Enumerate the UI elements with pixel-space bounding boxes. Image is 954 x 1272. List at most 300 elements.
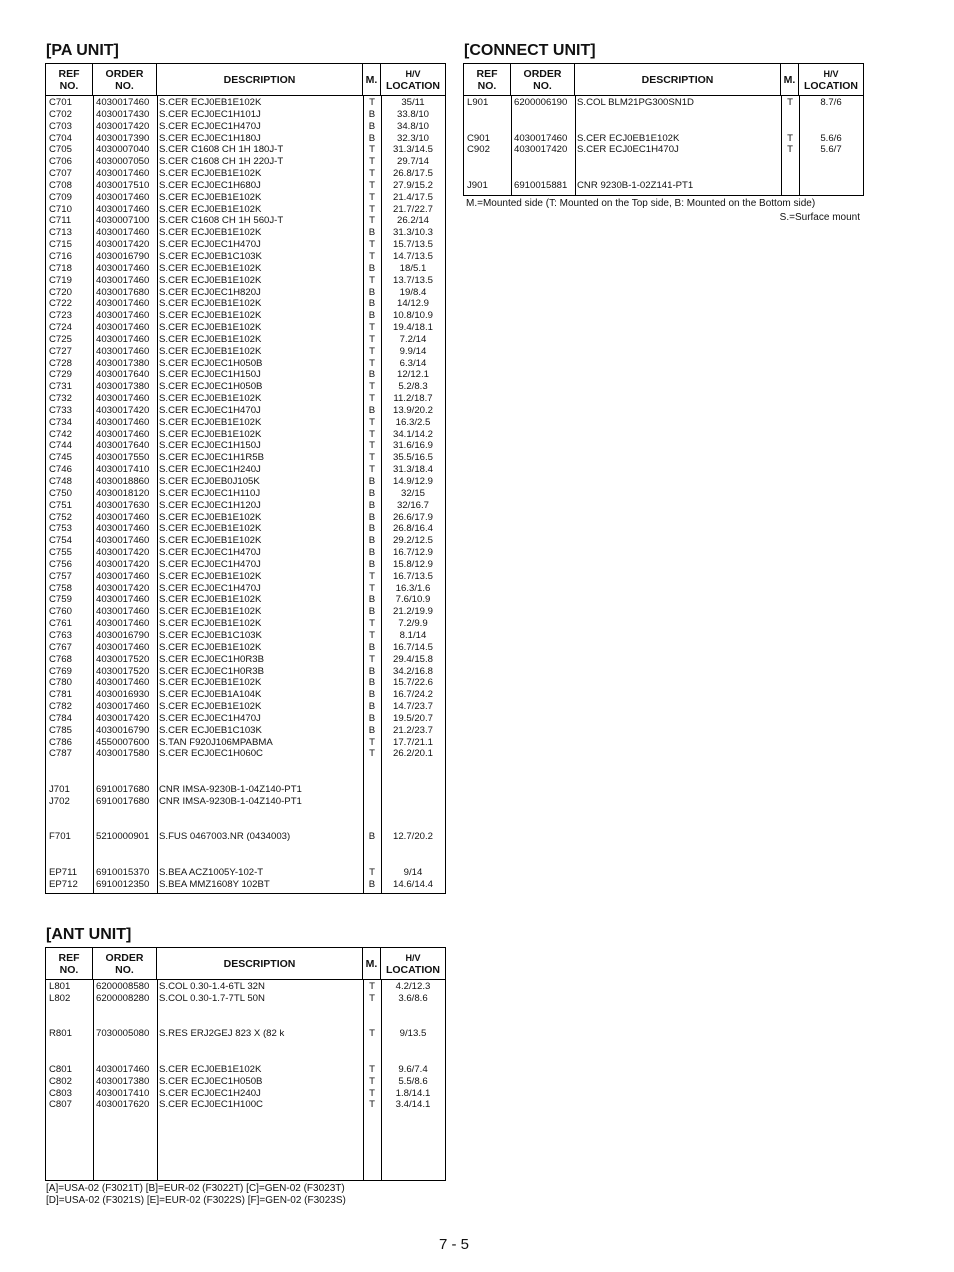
- location-cell: 1.8/14.1: [395, 1087, 431, 1099]
- mounted-side-cell: T: [369, 464, 375, 476]
- order-no-cell: 6910015370: [96, 866, 150, 878]
- mounted-side-cell: T: [787, 97, 793, 108]
- description-cell: S.CER ECJ0EB1E102K: [159, 535, 262, 547]
- table-row: [46, 381, 445, 393]
- table-row: [46, 630, 445, 642]
- description-cell: S.CER ECJ0EB1E102K: [159, 262, 262, 274]
- table-row: [46, 594, 445, 606]
- mounted-side-cell: T: [369, 250, 375, 262]
- pa-unit-table: [45, 63, 446, 894]
- order-no-cell: 6910015881: [514, 179, 568, 191]
- table-row: [46, 239, 445, 251]
- ref-no-cell: EP711: [49, 866, 78, 878]
- order-no-cell: 4030017460: [96, 274, 150, 286]
- description-cell: S.CER ECJ0EB1E102K: [159, 168, 262, 180]
- table-row: [46, 819, 445, 831]
- mounted-side-cell: [781, 109, 799, 121]
- mounted-side-cell: T: [369, 629, 375, 641]
- table-row: [46, 748, 445, 760]
- description-cell: S.CER ECJ0EB1C103K: [159, 724, 262, 736]
- description-cell: S.CER ECJ0EC1H470J: [159, 120, 261, 132]
- mounted-side-cell: [363, 855, 381, 867]
- location-cell: [381, 1052, 445, 1064]
- description-cell: S.CER ECJ0EC1H240J: [159, 1087, 261, 1099]
- location-cell: 16.3/2.5: [395, 416, 431, 428]
- ref-no-header: REF NO.: [46, 948, 93, 979]
- order-no-cell: 4030017640: [96, 369, 150, 381]
- mounted-side-cell: [363, 1005, 381, 1017]
- description-cell: S.CER ECJ0EC1H180J: [159, 132, 261, 144]
- mounted-side-cell: T: [369, 1028, 375, 1040]
- table-row: [46, 535, 445, 547]
- table-row: [46, 1099, 445, 1111]
- description-cell: S.CER ECJ0EB1E102K: [159, 97, 262, 108]
- mounted-side-cell: B: [368, 665, 376, 677]
- table-row: [46, 512, 445, 524]
- ref-no-cell: C755: [49, 547, 72, 559]
- description-cell: S.CER ECJ0EB1E102K: [159, 227, 262, 239]
- ref-no-cell: C748: [49, 476, 72, 487]
- description-cell: S.CER ECJ0EB1E102K: [159, 345, 262, 357]
- mounted-side-cell: T: [369, 452, 375, 464]
- mounted-side-cell: T: [369, 748, 375, 760]
- table-row: [46, 287, 445, 299]
- table-header: [46, 64, 445, 96]
- ref-no-cell: C718: [49, 262, 72, 274]
- mounted-side-cell: T: [369, 618, 375, 630]
- mounted-side-cell: T: [369, 345, 375, 357]
- order-no-cell: 4030017460: [96, 262, 150, 274]
- description-cell: S.CER ECJ0EB1C103K: [159, 629, 262, 641]
- order-no-cell: 4030017420: [96, 120, 150, 132]
- description-cell: S.CER ECJ0EB1E102K: [159, 322, 262, 334]
- mounted-side-cell: [781, 180, 799, 192]
- table-row: [46, 1064, 445, 1076]
- ref-no-cell: [464, 121, 511, 133]
- mounted-side-cell: B: [368, 701, 376, 713]
- table-row: [46, 405, 445, 417]
- order-no-cell: 4030017430: [96, 108, 150, 120]
- description-cell: S.CER ECJ0EB1E102K: [159, 191, 262, 203]
- description-cell: S.CER ECJ0EB1E102K: [159, 641, 262, 653]
- table-row: [46, 784, 445, 796]
- location-cell: [799, 156, 863, 168]
- ref-no-cell: [46, 760, 93, 772]
- location-header: H/V LOCATION: [385, 952, 441, 976]
- location-cell: 9/14: [403, 866, 423, 878]
- ref-no-cell: [464, 109, 511, 121]
- location-cell: 15.7/22.6: [392, 677, 433, 689]
- location-cell: 8.7/6: [820, 97, 842, 108]
- table-row: [46, 393, 445, 405]
- ref-no-cell: C731: [49, 381, 72, 393]
- ref-no-cell: C761: [49, 618, 72, 630]
- location-cell: 32/16.7: [396, 499, 429, 511]
- order-no-cell: 4030018860: [96, 476, 150, 487]
- location-cell: 32.3/10: [396, 132, 429, 144]
- order-no-cell: 4030017460: [96, 594, 150, 606]
- ref-no-cell: C729: [49, 369, 72, 381]
- mounted-side-cell: [363, 808, 381, 820]
- table-row: [46, 843, 445, 855]
- page-number: 7 - 5: [439, 1236, 470, 1253]
- ref-no-cell: C746: [49, 464, 72, 476]
- mounted-side-cell: T: [369, 144, 375, 156]
- location-cell: 16.3/1.6: [395, 582, 431, 594]
- table-row: [46, 618, 445, 630]
- mounted-side-cell: B: [368, 499, 376, 511]
- ref-no-cell: C786: [49, 736, 72, 748]
- mounted-side-cell: T: [369, 274, 375, 286]
- mounted-side-cell: B: [368, 606, 376, 618]
- ref-no-cell: C744: [49, 440, 72, 452]
- location-cell: 21.2/23.7: [392, 724, 433, 736]
- location-cell: 5.6/7: [820, 144, 842, 156]
- table-rows: [46, 981, 445, 1111]
- order-no-cell: 4030007050: [96, 156, 150, 168]
- location-cell: 18/5.1: [399, 262, 427, 274]
- ref-no-cell: C760: [49, 606, 72, 618]
- mounted-side-cell: T: [369, 570, 375, 582]
- table-row: [46, 1040, 445, 1052]
- order-no-cell: 4030017420: [96, 712, 150, 724]
- table-row: [46, 429, 445, 441]
- mounted-side-header: M.: [781, 64, 799, 95]
- mounted-side-cell: B: [368, 132, 376, 144]
- location-cell: [381, 808, 445, 820]
- order-no-cell: 4030016930: [96, 689, 150, 701]
- order-no-cell: 4030017460: [96, 333, 150, 345]
- ref-no-header: REF NO.: [46, 64, 93, 95]
- order-no-cell: 4030007100: [96, 215, 150, 227]
- order-no-cell: 4030018120: [96, 487, 150, 499]
- location-cell: 12/12.1: [396, 369, 429, 381]
- description-cell: S.CER ECJ0EB1E102K: [159, 606, 262, 618]
- ref-no-cell: J702: [49, 795, 70, 807]
- table-row: [46, 310, 445, 322]
- location-cell: 9.6/7.4: [398, 1063, 428, 1075]
- table-row: [46, 867, 445, 879]
- order-no-cell: 4030017460: [96, 168, 150, 180]
- mounted-side-cell: T: [369, 428, 375, 440]
- table-row: [46, 97, 445, 109]
- location-cell: 26.8/16.4: [392, 523, 433, 535]
- mounted-side-cell: B: [368, 724, 376, 736]
- location-header: H/V LOCATION: [385, 68, 441, 92]
- description-cell: S.CER ECJ0EC1H050B: [159, 1075, 263, 1087]
- mounted-side-cell: T: [369, 381, 375, 393]
- ref-no-cell: [46, 1005, 93, 1017]
- description-cell: [157, 1040, 363, 1052]
- order-no-header: ORDER NO.: [93, 64, 157, 95]
- description-cell: S.CER ECJ0EB1E102K: [159, 393, 262, 405]
- order-no-cell: 4030017580: [96, 748, 150, 760]
- location-cell: 6.3/14: [399, 357, 427, 369]
- mounted-side-cell: T: [369, 179, 375, 191]
- table-row: [46, 559, 445, 571]
- table-body: [46, 96, 445, 893]
- ref-no-cell: C757: [49, 570, 72, 582]
- location-cell: 15.7/13.5: [392, 239, 433, 251]
- order-no-cell: 4030017410: [96, 464, 150, 476]
- order-no-cell: 4030017460: [514, 132, 568, 144]
- table-row: [46, 772, 445, 784]
- mounted-side-cell: T: [369, 992, 375, 1004]
- location-cell: 14.9/12.9: [392, 476, 433, 487]
- description-cell: S.CER ECJ0EC1H470J: [159, 404, 261, 416]
- description-cell: S.FUS 0467003.NR (0434003): [159, 831, 291, 843]
- mounted-side-header: M.: [363, 948, 381, 979]
- order-no-cell: 4030017460: [96, 345, 150, 357]
- location-cell: 14.7/13.5: [392, 250, 433, 262]
- mounted-side-cell: T: [369, 191, 375, 203]
- ref-no-cell: C780: [49, 677, 72, 689]
- location-cell: 3.6/8.6: [398, 992, 428, 1004]
- description-cell: S.CER ECJ0EC1H470J: [159, 239, 261, 251]
- description-cell: S.BEA MMZ1608Y 102BT: [159, 878, 270, 890]
- description-cell: S.CER ECJ0EC1H0R3B: [159, 653, 265, 665]
- location-cell: 34.8/10: [396, 120, 429, 132]
- ref-no-cell: J701: [49, 783, 70, 795]
- location-cell: 14.6/14.4: [392, 878, 433, 890]
- ref-no-cell: C704: [49, 132, 72, 144]
- ref-no-cell: C787: [49, 748, 72, 760]
- description-cell: S.CER ECJ0EB1E102K: [159, 1063, 262, 1075]
- description-cell: S.CER ECJ0EC1H470J: [159, 547, 261, 559]
- order-no-cell: 4030017460: [96, 203, 150, 215]
- table-row: [46, 500, 445, 512]
- location-cell: 34.1/14.2: [392, 428, 433, 440]
- ref-no-cell: C713: [49, 227, 72, 239]
- order-no-cell: 6200008280: [96, 992, 150, 1004]
- order-no-cell: 4030017460: [96, 535, 150, 547]
- ref-no-cell: C752: [49, 511, 72, 523]
- description-cell: S.CER ECJ0EB1C103K: [159, 250, 262, 262]
- ref-no-cell: L901: [467, 97, 489, 108]
- description-cell: S.TAN F920J106MPABMA: [159, 736, 273, 748]
- ref-no-cell: C733: [49, 404, 72, 416]
- table-row: [46, 369, 445, 381]
- description-cell: S.CER ECJ0EB1E102K: [159, 203, 262, 215]
- table-row: [464, 133, 863, 145]
- table-row: [46, 808, 445, 820]
- table-row: [46, 1017, 445, 1029]
- location-cell: 7.6/10.9: [395, 594, 431, 606]
- mounted-side-cell: B: [368, 298, 376, 310]
- ref-no-cell: R801: [49, 1028, 72, 1040]
- order-no-cell: 4030017410: [96, 1087, 150, 1099]
- order-no-cell: [93, 760, 157, 772]
- description-cell: [575, 109, 781, 121]
- order-no-cell: 7030005080: [96, 1028, 150, 1040]
- table-row: [46, 334, 445, 346]
- order-no-cell: 4030017380: [96, 1075, 150, 1087]
- order-no-cell: 4030017460: [96, 677, 150, 689]
- location-cell: 16.7/14.5: [392, 641, 433, 653]
- pa-unit-title: [PA UNIT]: [46, 42, 119, 59]
- location-cell: 32/15: [400, 487, 425, 499]
- ref-no-cell: C725: [49, 333, 72, 345]
- order-no-cell: 4030017550: [96, 452, 150, 464]
- order-no-cell: 6200008580: [96, 981, 150, 992]
- order-no-cell: 4030017460: [96, 97, 150, 108]
- location-cell: 16.7/13.5: [392, 570, 433, 582]
- description-cell: [157, 772, 363, 784]
- description-cell: S.CER ECJ0EB1E102K: [159, 274, 262, 286]
- table-row: [46, 523, 445, 535]
- description-cell: [157, 808, 363, 820]
- order-no-cell: [93, 819, 157, 831]
- location-cell: 14/12.9: [396, 298, 429, 310]
- mounted-side-cell: B: [368, 404, 376, 416]
- ref-no-cell: C767: [49, 641, 72, 653]
- mounted-side-cell: B: [368, 547, 376, 559]
- ref-no-cell: C732: [49, 393, 72, 405]
- ref-no-cell: C711: [49, 215, 72, 227]
- order-no-cell: 4030017460: [96, 393, 150, 405]
- description-cell: S.CER ECJ0EC1H820J: [159, 286, 261, 298]
- ref-no-cell: L802: [49, 992, 71, 1004]
- ref-no-cell: C742: [49, 428, 72, 440]
- mounted-side-cell: B: [368, 476, 376, 487]
- table-row: [46, 677, 445, 689]
- location-cell: 21.2/19.9: [392, 606, 433, 618]
- order-no-cell: [511, 156, 575, 168]
- surface-mount-note: S.=Surface mount: [779, 212, 860, 223]
- location-cell: 5.5/8.6: [398, 1075, 428, 1087]
- mounted-side-cell: B: [368, 677, 376, 689]
- location-cell: [381, 1040, 445, 1052]
- ref-no-cell: F701: [49, 831, 71, 843]
- mounted-side-cell: B: [368, 641, 376, 653]
- table-row: [46, 452, 445, 464]
- mounted-side-cell: T: [369, 393, 375, 405]
- location-cell: [381, 855, 445, 867]
- order-no-cell: 4550007600: [96, 736, 150, 748]
- table-rows: [464, 97, 863, 192]
- location-cell: [799, 109, 863, 121]
- table-row: [46, 993, 445, 1005]
- table-row: [46, 1076, 445, 1088]
- table-row: [46, 1052, 445, 1064]
- ref-no-cell: C720: [49, 286, 72, 298]
- mounted-side-cell: B: [368, 310, 376, 322]
- location-cell: 26.8/17.5: [392, 168, 433, 180]
- mounted-side-cell: B: [368, 712, 376, 724]
- location-cell: 14.7/23.7: [392, 701, 433, 713]
- order-no-header: ORDER NO.: [93, 948, 157, 979]
- table-row: [46, 571, 445, 583]
- location-cell: 3.4/14.1: [395, 1099, 431, 1111]
- ref-no-cell: [46, 1052, 93, 1064]
- ref-no-cell: C902: [467, 144, 490, 156]
- description-cell: [157, 855, 363, 867]
- table-row: [46, 227, 445, 239]
- description-cell: S.CER ECJ0EC1H110J: [159, 487, 261, 499]
- ref-no-cell: C716: [49, 250, 72, 262]
- mounted-side-cell: T: [369, 866, 375, 878]
- location-cell: [381, 772, 445, 784]
- description-cell: S.CER ECJ0EC1H050B: [159, 357, 263, 369]
- ref-no-cell: C781: [49, 689, 72, 701]
- order-no-cell: 4030017460: [96, 618, 150, 630]
- description-cell: S.COL 0.30-1.4-6TL 32N: [159, 981, 265, 992]
- order-no-cell: [93, 772, 157, 784]
- description-cell: [575, 168, 781, 180]
- mounted-side-cell: T: [369, 333, 375, 345]
- table-row: [46, 192, 445, 204]
- connect-unit-title: [CONNECT UNIT]: [464, 42, 596, 59]
- mounted-side-cell: B: [368, 523, 376, 535]
- mounted-side-cell: [781, 156, 799, 168]
- table-row: [46, 547, 445, 559]
- table-row: [46, 583, 445, 595]
- location-cell: 13.9/20.2: [392, 404, 433, 416]
- ref-no-cell: C753: [49, 523, 72, 535]
- order-no-cell: 6910012350: [96, 878, 150, 890]
- order-no-cell: 4030017630: [96, 499, 150, 511]
- order-no-cell: 6910017680: [96, 783, 150, 795]
- mounted-side-cell: [363, 819, 381, 831]
- order-no-cell: 4030017510: [96, 179, 150, 191]
- mounted-side-cell: T: [369, 736, 375, 748]
- location-cell: 16.7/24.2: [392, 689, 433, 701]
- location-cell: 26.6/17.9: [392, 511, 433, 523]
- ref-no-cell: C723: [49, 310, 72, 322]
- mounted-side-cell: B: [368, 227, 376, 239]
- order-no-cell: [511, 121, 575, 133]
- ref-no-cell: C803: [49, 1087, 72, 1099]
- order-no-cell: [93, 1017, 157, 1029]
- description-cell: S.CER ECJ0EB1E102K: [159, 523, 262, 535]
- ref-no-cell: C728: [49, 357, 72, 369]
- ref-no-cell: C756: [49, 558, 72, 570]
- order-no-cell: [93, 1052, 157, 1064]
- table-row: [46, 204, 445, 216]
- mounted-side-cell: T: [369, 357, 375, 369]
- mounted-side-cell: T: [369, 1063, 375, 1075]
- ref-no-cell: C802: [49, 1075, 72, 1087]
- mounted-side-cell: T: [369, 1099, 375, 1111]
- mounted-side-cell: T: [787, 132, 793, 144]
- description-cell: S.CER ECJ0EB1E102K: [159, 298, 262, 310]
- description-cell: [157, 1017, 363, 1029]
- description-cell: S.CER ECJ0EC1H680J: [159, 179, 261, 191]
- table-row: [46, 133, 445, 145]
- description-cell: S.CER ECJ0EC1H0R3B: [159, 665, 265, 677]
- ref-no-cell: [464, 168, 511, 180]
- ref-no-cell: C751: [49, 499, 72, 511]
- mounted-side-cell: [363, 1040, 381, 1052]
- location-cell: 34.2/16.8: [392, 665, 433, 677]
- description-cell: [157, 819, 363, 831]
- mounted-side-cell: T: [369, 156, 375, 168]
- version-footnote-2: [D]=USA-02 (F3021S) [E]=EUR-02 (F3022S) [F]=GEN-02 (F3023S): [46, 1195, 346, 1206]
- location-cell: 4.2/12.3: [395, 981, 431, 992]
- mounted-side-cell: T: [369, 416, 375, 428]
- description-cell: S.CER ECJ0EB1E102K: [159, 594, 262, 606]
- location-cell: 26.2/14: [396, 215, 429, 227]
- version-footnote-1: [A]=USA-02 (F3021T) [B]=EUR-02 (F3022T) [C]=GEN-02 (F3023T): [46, 1183, 345, 1194]
- description-cell: [575, 156, 781, 168]
- mounted-side-cell: T: [787, 144, 793, 156]
- ref-no-cell: C719: [49, 274, 72, 286]
- ref-no-cell: C784: [49, 712, 72, 724]
- table-row: [46, 606, 445, 618]
- mounted-side-header: M.: [363, 64, 381, 95]
- location-cell: 7.2/9.9: [398, 618, 428, 630]
- ref-no-cell: C759: [49, 594, 72, 606]
